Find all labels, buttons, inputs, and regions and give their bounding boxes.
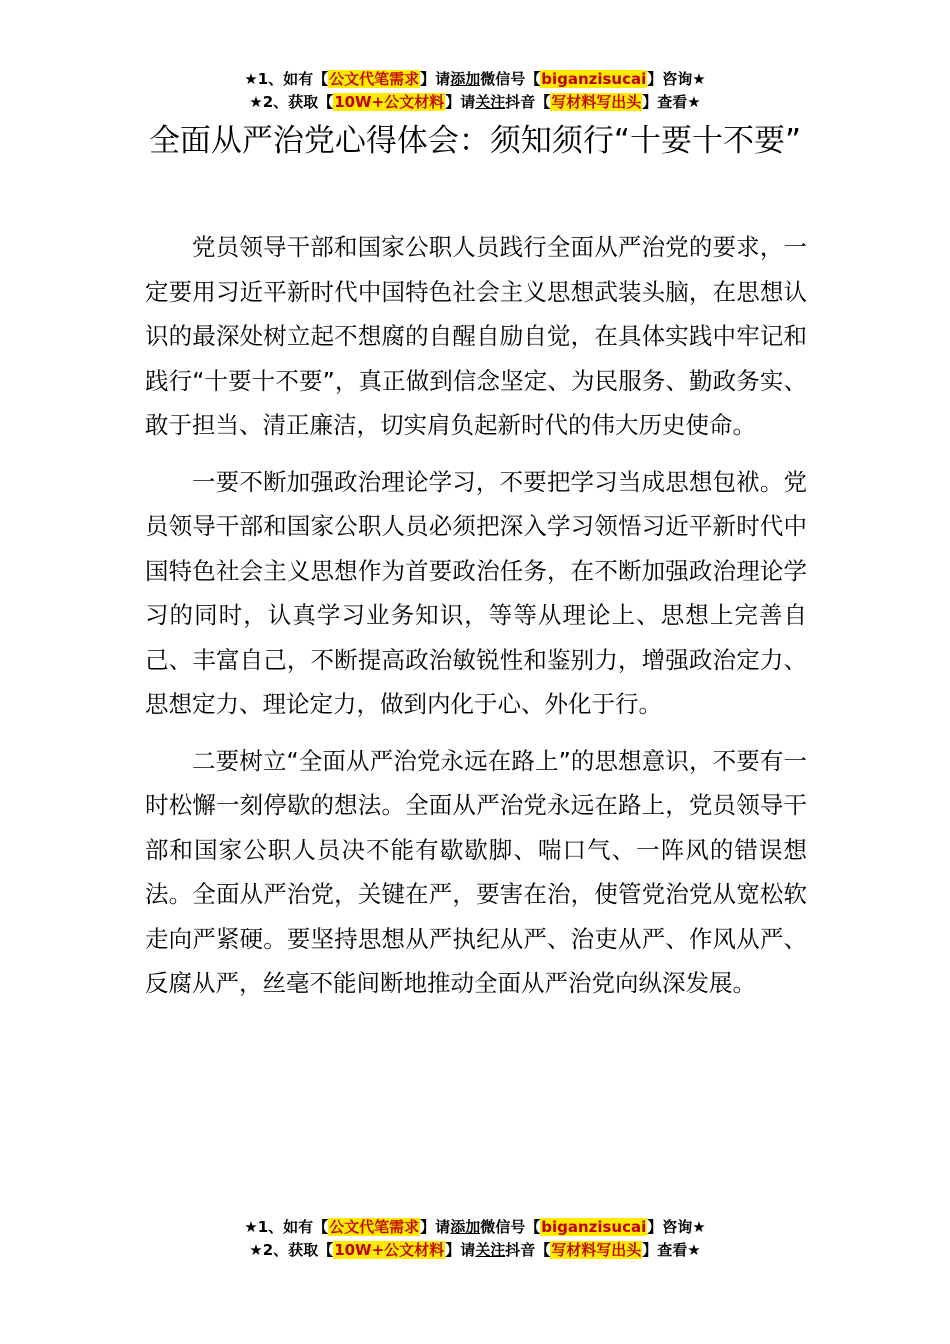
banner-highlight: biganzisucai: [541, 70, 647, 88]
banner-highlight: 公文代笔需求: [329, 70, 420, 88]
banner-text: 】请: [420, 1218, 451, 1236]
banner-text: 】咨询★: [647, 1218, 706, 1236]
banner-text: ★2、获取【: [249, 93, 334, 111]
paragraph-intro: 党员领导干部和国家公职人员践行全面从严治党的要求，一定要用习近平新时代中国特色社会主义思想武装头脑，在思想认识的最深处树立起不想腐的自醒自励自觉，在具体实践中牢记和践行“十要十不要”，真正做到信念坚定、为民服务、勤政务实、敢于担当、清正廉洁，切实肩负起新时代的伟大历史使命。: [145, 233, 807, 439]
banner-highlight: biganzisucai: [541, 1218, 647, 1236]
banner-text: 】请: [420, 70, 451, 88]
banner-text: ★2、获取【: [249, 1241, 334, 1259]
banner-text: 】请: [445, 1241, 476, 1259]
banner-text: ★1、如有【: [244, 70, 329, 88]
banner-line-2: [0, 91, 950, 114]
document-body: [145, 225, 807, 1018]
banner-underlined: 添加: [450, 1218, 481, 1236]
banner-text: 抖音【: [505, 1241, 551, 1259]
banner-line-2: [0, 1239, 950, 1262]
header-banner: [0, 68, 950, 114]
banner-underlined: 关注: [475, 1241, 506, 1259]
banner-text: 】查看★: [642, 93, 701, 111]
banner-text: 】请: [445, 93, 476, 111]
banner-highlight: 公文代笔需求: [329, 1218, 420, 1236]
banner-text: 】查看★: [642, 1241, 701, 1259]
banner-highlight: 写材料写出头: [551, 93, 642, 111]
banner-text: 微信号【: [480, 70, 541, 88]
footer-banner: [0, 1216, 950, 1262]
banner-underlined: 关注: [475, 93, 506, 111]
paragraph-point-1: 一要不断加强政治理论学习，不要把学习当成思想包袱。党员领导干部和国家公职人员必须把深入学习领悟习近平新时代中国特色社会主义思想作为首要政治任务，在不断加强政治理论学习的同时，认真学习业务知识，等等从理论上、思想上完善自己、丰富自己，不断提高政治敏锐性和鉴别力，增强政治定力、思想定力、理论定力，做到内化于心、外化于行。: [145, 467, 807, 718]
banner-text: 】咨询★: [647, 70, 706, 88]
document-title: 全面从严治党心得体会：须知须行“十要十不要”: [148, 123, 802, 159]
paragraph-point-2: 二要树立“全面从严治党永远在路上”的思想意识，不要有一时松懈一刻停歇的想法。全面从严治党永远在路上，党员领导干部和国家公职人员决不能有歇歇脚、喘口气、一阵风的错误想法。全面从严治党，关键在严，要害在治，使管党治党从宽松软走向严紧硬。要坚持思想从严执纪从严、治吏从严、作风从严、反腐从严，丝毫不能间断地推动全面从严治党向纵深发展。: [145, 746, 807, 997]
banner-highlight: 写材料写出头: [551, 1241, 642, 1259]
banner-line-1: [0, 1216, 950, 1239]
banner-highlight: 10W+公文材料: [334, 1241, 445, 1259]
banner-text: 抖音【: [505, 93, 551, 111]
banner-text: 微信号【: [480, 1218, 541, 1236]
banner-underlined: 添加: [450, 70, 481, 88]
banner-highlight: 10W+公文材料: [334, 93, 445, 111]
banner-text: ★1、如有【: [244, 1218, 329, 1236]
banner-line-1: [0, 68, 950, 91]
